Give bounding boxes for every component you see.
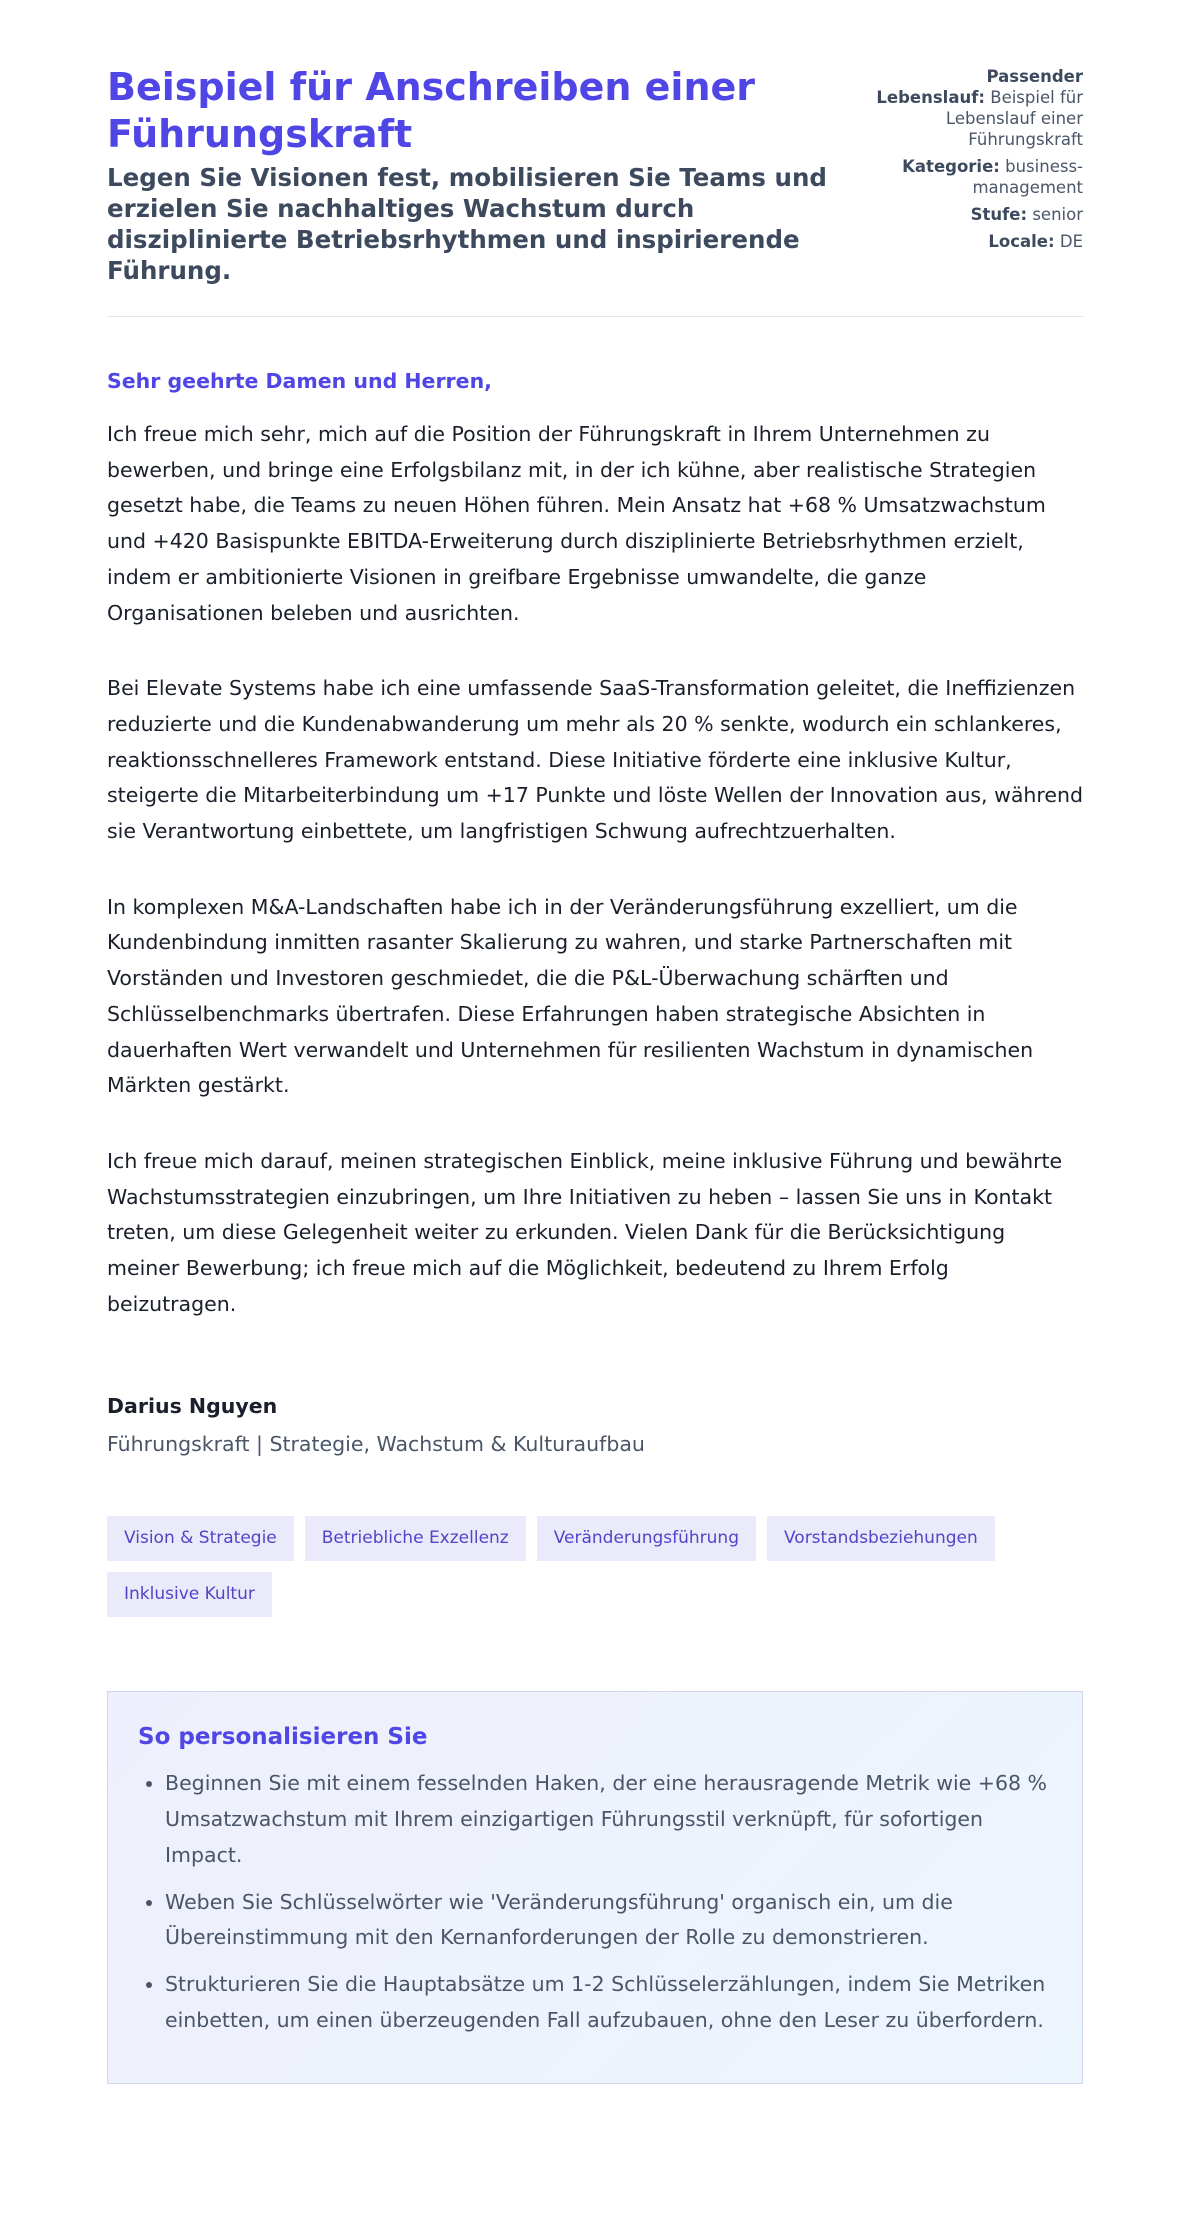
page-subtitle: Legen Sie Visionen fest, mobilisieren Sie Teams und erzielen Sie nachhaltiges Wachstum durch disziplinierte Betriebsrhythmen und inspirierende Führung. [107,163,827,285]
skill-tags [107,1516,1007,1617]
signature-name: Darius Nguyen [107,1394,278,1419]
header [107,64,1083,317]
tip-item: • Weben Sie Schlüsselwörter wie 'Veränderungsführung' organisch ein, um die Übereinstimmung mit den Kernanforderungen der Rolle zu demonstrieren. [165,1885,1052,1956]
tag: Inklusive Kultur [107,1572,272,1617]
meta-resume: Passender Lebenslauf: Beispiel für Lebenslauf einer Führungskraft [876,67,1083,149]
letter-paragraph: In komplexen M&A-Landschaften habe ich in der Veränderungsführung exzelliert, um die Kundenbindung inmitten rasanter Skalierung zu wahren, und starke Partnerschaften mit Vorständen und Investoren geschmiedet, die die P&L-Überwachung schärften und Schlüsselbenchmarks übertrafen. Diese Erfahrungen haben strategische Absichten in dauerhaften Wert verwandelt und Unternehmen für resilienten Wachstum in dynamischen Märkten gestärkt. [107,894,1034,1098]
tip-item: • Beginnen Sie mit einem fesselnden Haken, der eine herausragende Metrik wie +68 % Umsatzwachstum mit Ihrem einzigartigen Führungsstil verknüpft, für sofortigen Impact. [165,1766,1052,1873]
meta-category: Kategorie: business-management [902,157,1083,197]
signature-role: Führungskraft | Strategie, Wachstum & Kulturaufbau [107,1432,645,1457]
meta-level: Stufe: senior [970,205,1083,224]
tag: Veränderungsführung [537,1516,756,1561]
page-title: Beispiel für Anschreiben einer Führungskraft [107,65,756,156]
greeting: Sehr geehrte Damen und Herren, [107,369,492,393]
meta-info [873,66,1083,258]
tip-item: • Strukturieren Sie die Hauptabsätze um 1-2 Schlüsselerzählungen, indem Sie Metriken einbetten, um einen überzeugenden Fall aufzubauen, ohne den Leser zu überfordern. [165,1967,1052,2038]
letter-paragraph: Bei Elevate Systems habe ich eine umfassende SaaS-Transformation geleitet, die Ineffizienzen reduzierte und die Kundenabwanderung um mehr als 20 % senkte, wodurch ein schlankeres, reaktionsschnelleres Framework entstand. Diese Initiative förderte eine inklusive Kultur, steigerte die Mitarbeiterbindung um +17 Punkte und löste Wellen der Innovation aus, während sie Verantwortung einbettete, um langfristigen Schwung aufrechtzuerhalten. [107,676,1084,844]
letter-paragraph: Ich freue mich sehr, mich auf die Position der Führungskraft in Ihrem Unternehmen zu bewerben, und bringe eine Erfolgsbilanz mit, in der ich kühne, aber realistische Strategien gesetzt habe, die Teams zu neuen Höhen führen. Mein Ansatz hat +68 % Umsatzwachstum und +420 Basispunkte EBITDA-Erweiterung durch disziplinierte Betriebsrhythmen erzielt, indem er ambitionierte Visionen in greifbare Ergebnisse umwandelte, die ganze Organisationen beleben und ausrichten. [107,422,1046,625]
tag: Vorstandsbeziehungen [767,1516,995,1561]
tag: Vision & Strategie [107,1516,294,1561]
page [107,64,1083,2084]
tag: Betriebliche Exzellenz [305,1516,526,1561]
meta-locale: Locale: DE [988,232,1083,251]
letter-paragraph: Ich freue mich darauf, meinen strategischen Einblick, meine inklusive Führung und bewährte Wachstumsstrategien einzubringen, um Ihre Initiativen zu heben – lassen Sie uns in Kontakt treten, um diese Gelegenheit weiter zu erkunden. Vielen Dank für die Berücksichtigung meiner Bewerbung; ich freue mich auf die Möglichkeit, bedeutend zu Ihrem Erfolg beizutragen. [107,1148,1063,1316]
tips-list [138,1766,1052,2038]
personalization-tips [107,1691,1083,2084]
tips-title: So personalisieren Sie [138,1724,428,1751]
